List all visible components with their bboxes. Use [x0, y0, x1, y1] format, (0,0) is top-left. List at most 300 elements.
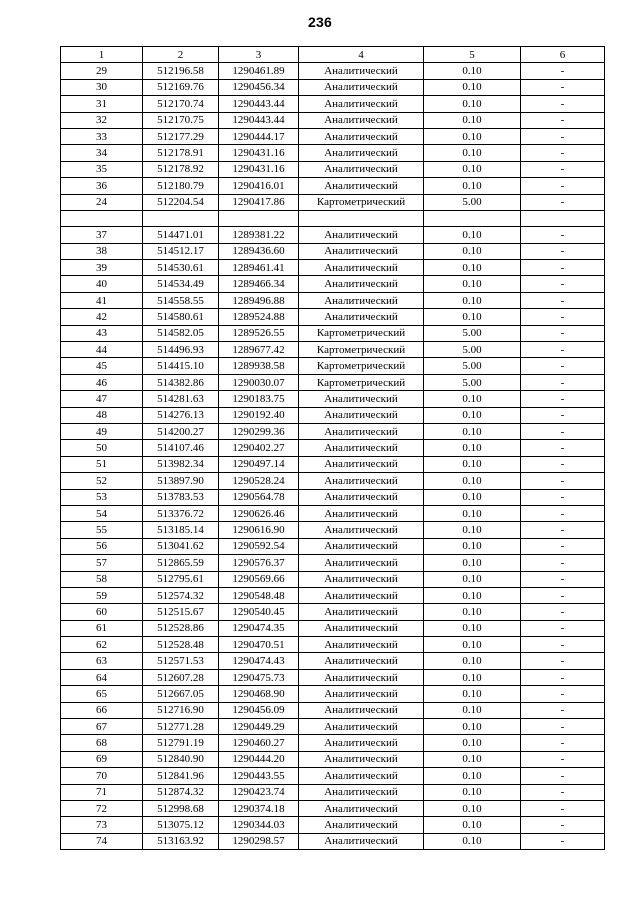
cell-y: 1290298.57 — [219, 833, 299, 849]
cell-y — [219, 210, 299, 226]
table-row — [61, 768, 605, 784]
cell-notes: - — [521, 571, 605, 587]
table-row — [61, 440, 605, 456]
cell-x: 514534.49 — [143, 276, 219, 292]
cell-accuracy: 0.10 — [424, 719, 521, 735]
cell-y: 1289381.22 — [219, 227, 299, 243]
cell-method: Аналитический — [299, 505, 424, 521]
cell-y: 1289938.58 — [219, 358, 299, 374]
cell-x: 512667.05 — [143, 686, 219, 702]
cell-y: 1290460.27 — [219, 735, 299, 751]
cell-notes: - — [521, 735, 605, 751]
table-row — [61, 587, 605, 603]
cell-y: 1290416.01 — [219, 178, 299, 194]
cell-method: Картометрический — [299, 194, 424, 210]
table-row — [61, 735, 605, 751]
cell-x: 514200.27 — [143, 423, 219, 439]
cell-method: Аналитический — [299, 96, 424, 112]
cell-method: Аналитический — [299, 833, 424, 849]
cell-method: Картометрический — [299, 358, 424, 374]
table-row — [61, 358, 605, 374]
cell-method: Аналитический — [299, 243, 424, 259]
cell-accuracy: 0.10 — [424, 489, 521, 505]
cell-accuracy: 5.00 — [424, 325, 521, 341]
cell-point-number: 53 — [61, 489, 143, 505]
cell-method: Аналитический — [299, 800, 424, 816]
cell-accuracy: 0.10 — [424, 96, 521, 112]
cell-point-number: 33 — [61, 128, 143, 144]
page-number: 236 — [308, 14, 332, 30]
cell-y: 1290183.75 — [219, 391, 299, 407]
cell-x: 512791.19 — [143, 735, 219, 751]
cell-point-number: 62 — [61, 637, 143, 653]
cell-method: Аналитический — [299, 702, 424, 718]
cell-notes: - — [521, 227, 605, 243]
cell-accuracy: 0.10 — [424, 637, 521, 653]
cell-point-number: 58 — [61, 571, 143, 587]
table-row — [61, 227, 605, 243]
cell-point-number: 49 — [61, 423, 143, 439]
cell-point-number: 36 — [61, 178, 143, 194]
cell-point-number: 44 — [61, 342, 143, 358]
table-row — [61, 309, 605, 325]
cell-y: 1290626.46 — [219, 505, 299, 521]
cell-accuracy: 0.10 — [424, 800, 521, 816]
cell-point-number: 56 — [61, 538, 143, 554]
table-row — [61, 79, 605, 95]
table-row — [61, 473, 605, 489]
cell-method: Аналитический — [299, 145, 424, 161]
cell-notes — [521, 210, 605, 226]
column-header-accuracy: 5 — [424, 47, 521, 63]
cell-point-number: 31 — [61, 96, 143, 112]
cell-accuracy: 0.10 — [424, 178, 521, 194]
cell-method: Аналитический — [299, 620, 424, 636]
cell-accuracy: 0.10 — [424, 473, 521, 489]
cell-y: 1290528.24 — [219, 473, 299, 489]
cell-notes: - — [521, 325, 605, 341]
cell-point-number: 59 — [61, 587, 143, 603]
cell-y: 1290192.40 — [219, 407, 299, 423]
cell-x: 512204.54 — [143, 194, 219, 210]
cell-accuracy: 0.10 — [424, 407, 521, 423]
cell-accuracy: 5.00 — [424, 374, 521, 390]
cell-method: Аналитический — [299, 538, 424, 554]
cell-notes: - — [521, 407, 605, 423]
cell-y: 1289436.60 — [219, 243, 299, 259]
cell-x: 514281.63 — [143, 391, 219, 407]
table-row — [61, 637, 605, 653]
table-row — [61, 128, 605, 144]
cell-point-number: 32 — [61, 112, 143, 128]
cell-accuracy: 0.10 — [424, 112, 521, 128]
cell-accuracy: 0.10 — [424, 456, 521, 472]
cell-method: Аналитический — [299, 751, 424, 767]
cell-notes: - — [521, 161, 605, 177]
cell-point-number: 39 — [61, 260, 143, 276]
cell-x: 512716.90 — [143, 702, 219, 718]
cell-accuracy: 0.10 — [424, 260, 521, 276]
cell-point-number: 57 — [61, 555, 143, 571]
column-header-notes: 6 — [521, 47, 605, 63]
cell-x: 513075.12 — [143, 817, 219, 833]
cell-notes: - — [521, 587, 605, 603]
table-row — [61, 571, 605, 587]
cell-accuracy: 0.10 — [424, 63, 521, 79]
cell-notes: - — [521, 358, 605, 374]
cell-accuracy: 5.00 — [424, 194, 521, 210]
cell-point-number: 40 — [61, 276, 143, 292]
cell-x: 512180.79 — [143, 178, 219, 194]
cell-notes: - — [521, 817, 605, 833]
cell-notes: - — [521, 374, 605, 390]
cell-point-number: 69 — [61, 751, 143, 767]
cell-x: 514471.01 — [143, 227, 219, 243]
table-row — [61, 292, 605, 308]
cell-point-number: 70 — [61, 768, 143, 784]
cell-accuracy: 0.10 — [424, 768, 521, 784]
cell-notes: - — [521, 423, 605, 439]
table-row — [61, 391, 605, 407]
cell-x: 512574.32 — [143, 587, 219, 603]
cell-notes: - — [521, 342, 605, 358]
cell-method: Аналитический — [299, 456, 424, 472]
cell-accuracy: 0.10 — [424, 604, 521, 620]
cell-point-number: 54 — [61, 505, 143, 521]
cell-y: 1290456.34 — [219, 79, 299, 95]
table-row — [61, 325, 605, 341]
cell-notes: - — [521, 63, 605, 79]
cell-point-number: 66 — [61, 702, 143, 718]
cell-notes: - — [521, 702, 605, 718]
cell-method: Аналитический — [299, 112, 424, 128]
cell-y: 1290344.03 — [219, 817, 299, 833]
cell-point-number: 30 — [61, 79, 143, 95]
cell-accuracy: 0.10 — [424, 309, 521, 325]
cell-point-number: 64 — [61, 669, 143, 685]
cell-notes: - — [521, 800, 605, 816]
table-row — [61, 96, 605, 112]
cell-notes: - — [521, 505, 605, 521]
cell-x: 513376.72 — [143, 505, 219, 521]
cell-x: 513185.14 — [143, 522, 219, 538]
cell-accuracy — [424, 210, 521, 226]
cell-point-number: 55 — [61, 522, 143, 538]
cell-x: 514276.13 — [143, 407, 219, 423]
cell-x: 512177.29 — [143, 128, 219, 144]
table-row — [61, 686, 605, 702]
cell-accuracy: 0.10 — [424, 538, 521, 554]
table-row — [61, 555, 605, 571]
table-row — [61, 112, 605, 128]
cell-method: Картометрический — [299, 342, 424, 358]
cell-accuracy: 0.10 — [424, 505, 521, 521]
cell-x: 514107.46 — [143, 440, 219, 456]
cell-accuracy: 0.10 — [424, 79, 521, 95]
cell-y: 1289677.42 — [219, 342, 299, 358]
cell-method: Аналитический — [299, 473, 424, 489]
cell-point-number: 60 — [61, 604, 143, 620]
table-row — [61, 276, 605, 292]
cell-method: Аналитический — [299, 407, 424, 423]
cell-accuracy: 0.10 — [424, 161, 521, 177]
table-row — [61, 653, 605, 669]
cell-notes: - — [521, 194, 605, 210]
cell-point-number: 61 — [61, 620, 143, 636]
cell-x: 513163.92 — [143, 833, 219, 849]
cell-point-number: 24 — [61, 194, 143, 210]
cell-method: Аналитический — [299, 669, 424, 685]
cell-y: 1290592.54 — [219, 538, 299, 554]
cell-accuracy: 0.10 — [424, 686, 521, 702]
cell-point-number: 68 — [61, 735, 143, 751]
cell-x: 514415.10 — [143, 358, 219, 374]
cell-x: 512840.90 — [143, 751, 219, 767]
cell-notes: - — [521, 768, 605, 784]
cell-notes: - — [521, 178, 605, 194]
cell-point-number: 73 — [61, 817, 143, 833]
cell-method: Аналитический — [299, 440, 424, 456]
cell-y: 1290443.44 — [219, 96, 299, 112]
cell-x: 512528.86 — [143, 620, 219, 636]
cell-accuracy: 5.00 — [424, 342, 521, 358]
cell-point-number: 29 — [61, 63, 143, 79]
cell-x: 513783.53 — [143, 489, 219, 505]
cell-x: 512607.28 — [143, 669, 219, 685]
cell-x: 512771.28 — [143, 719, 219, 735]
cell-x: 514382.86 — [143, 374, 219, 390]
cell-notes: - — [521, 784, 605, 800]
table-row — [61, 260, 605, 276]
cell-x: 512795.61 — [143, 571, 219, 587]
cell-point-number: 48 — [61, 407, 143, 423]
cell-point-number: 41 — [61, 292, 143, 308]
cell-point-number: 45 — [61, 358, 143, 374]
cell-point-number: 74 — [61, 833, 143, 849]
table-row — [61, 669, 605, 685]
cell-y: 1290299.36 — [219, 423, 299, 439]
cell-accuracy: 0.10 — [424, 423, 521, 439]
cell-x: 512865.59 — [143, 555, 219, 571]
table-row — [61, 522, 605, 538]
cell-x: 514530.61 — [143, 260, 219, 276]
cell-point-number: 52 — [61, 473, 143, 489]
cell-accuracy: 0.10 — [424, 243, 521, 259]
cell-method: Аналитический — [299, 161, 424, 177]
cell-notes: - — [521, 243, 605, 259]
cell-y: 1290431.16 — [219, 145, 299, 161]
cell-method: Аналитический — [299, 817, 424, 833]
cell-point-number: 37 — [61, 227, 143, 243]
cell-notes: - — [521, 538, 605, 554]
cell-y: 1290468.90 — [219, 686, 299, 702]
table-header-row — [61, 47, 605, 63]
cell-x — [143, 210, 219, 226]
table-row — [61, 210, 605, 226]
table-row — [61, 800, 605, 816]
cell-point-number: 51 — [61, 456, 143, 472]
cell-notes: - — [521, 276, 605, 292]
cell-notes: - — [521, 260, 605, 276]
cell-accuracy: 0.10 — [424, 391, 521, 407]
cell-y: 1289496.88 — [219, 292, 299, 308]
cell-y: 1290030.07 — [219, 374, 299, 390]
cell-method: Аналитический — [299, 571, 424, 587]
column-header-point-number: 1 — [61, 47, 143, 63]
table-row — [61, 538, 605, 554]
cell-accuracy: 0.10 — [424, 784, 521, 800]
cell-y: 1290475.73 — [219, 669, 299, 685]
cell-notes: - — [521, 604, 605, 620]
cell-y: 1290449.29 — [219, 719, 299, 735]
cell-method: Аналитический — [299, 522, 424, 538]
cell-method: Аналитический — [299, 276, 424, 292]
cell-method: Аналитический — [299, 587, 424, 603]
cell-y: 1290423.74 — [219, 784, 299, 800]
cell-x: 512169.76 — [143, 79, 219, 95]
table-row — [61, 161, 605, 177]
cell-point-number: 43 — [61, 325, 143, 341]
cell-notes: - — [521, 522, 605, 538]
cell-y: 1290497.14 — [219, 456, 299, 472]
cell-y: 1290470.51 — [219, 637, 299, 653]
table-row — [61, 194, 605, 210]
cell-point-number: 67 — [61, 719, 143, 735]
table-row — [61, 817, 605, 833]
cell-point-number: 47 — [61, 391, 143, 407]
cell-y: 1289466.34 — [219, 276, 299, 292]
column-header-y: 3 — [219, 47, 299, 63]
cell-x: 513897.90 — [143, 473, 219, 489]
cell-notes: - — [521, 489, 605, 505]
cell-x: 512571.53 — [143, 653, 219, 669]
cell-method: Аналитический — [299, 686, 424, 702]
cell-x: 514512.17 — [143, 243, 219, 259]
cell-accuracy: 0.10 — [424, 128, 521, 144]
cell-accuracy: 0.10 — [424, 276, 521, 292]
cell-x: 513982.34 — [143, 456, 219, 472]
cell-x: 512170.74 — [143, 96, 219, 112]
cell-x: 514582.05 — [143, 325, 219, 341]
cell-accuracy: 0.10 — [424, 292, 521, 308]
cell-notes: - — [521, 391, 605, 407]
cell-method: Аналитический — [299, 555, 424, 571]
cell-x: 512998.68 — [143, 800, 219, 816]
cell-method: Аналитический — [299, 292, 424, 308]
cell-method: Аналитический — [299, 719, 424, 735]
cell-x: 512178.91 — [143, 145, 219, 161]
cell-y: 1290443.55 — [219, 768, 299, 784]
cell-accuracy: 0.10 — [424, 555, 521, 571]
cell-y: 1290444.17 — [219, 128, 299, 144]
cell-notes: - — [521, 653, 605, 669]
cell-y: 1290474.35 — [219, 620, 299, 636]
table-row — [61, 505, 605, 521]
table-row — [61, 456, 605, 472]
cell-accuracy: 0.10 — [424, 702, 521, 718]
cell-method — [299, 210, 424, 226]
cell-notes: - — [521, 309, 605, 325]
cell-y: 1290616.90 — [219, 522, 299, 538]
cell-method: Аналитический — [299, 260, 424, 276]
cell-x: 512178.92 — [143, 161, 219, 177]
cell-method: Аналитический — [299, 79, 424, 95]
cell-notes: - — [521, 686, 605, 702]
cell-notes: - — [521, 79, 605, 95]
cell-notes: - — [521, 440, 605, 456]
cell-point-number: 65 — [61, 686, 143, 702]
cell-point-number: 63 — [61, 653, 143, 669]
cell-point-number: 38 — [61, 243, 143, 259]
cell-y: 1290540.45 — [219, 604, 299, 620]
table-row — [61, 423, 605, 439]
cell-point-number: 35 — [61, 161, 143, 177]
cell-notes: - — [521, 292, 605, 308]
cell-method: Аналитический — [299, 604, 424, 620]
cell-method: Аналитический — [299, 391, 424, 407]
table-row — [61, 784, 605, 800]
cell-accuracy: 0.10 — [424, 440, 521, 456]
cell-accuracy: 0.10 — [424, 669, 521, 685]
cell-method: Аналитический — [299, 768, 424, 784]
cell-point-number: 50 — [61, 440, 143, 456]
cell-y: 1290564.78 — [219, 489, 299, 505]
cell-accuracy: 0.10 — [424, 227, 521, 243]
cell-y: 1290456.09 — [219, 702, 299, 718]
cell-method: Аналитический — [299, 637, 424, 653]
cell-notes: - — [521, 669, 605, 685]
table-row — [61, 702, 605, 718]
cell-x: 514558.55 — [143, 292, 219, 308]
cell-y: 1290461.89 — [219, 63, 299, 79]
cell-notes: - — [521, 833, 605, 849]
table-row — [61, 489, 605, 505]
column-header-x: 2 — [143, 47, 219, 63]
cell-x: 512196.58 — [143, 63, 219, 79]
cell-accuracy: 0.10 — [424, 653, 521, 669]
cell-point-number: 46 — [61, 374, 143, 390]
cell-method: Аналитический — [299, 309, 424, 325]
cell-y: 1290402.27 — [219, 440, 299, 456]
cell-y: 1290569.66 — [219, 571, 299, 587]
cell-notes: - — [521, 555, 605, 571]
table-row — [61, 620, 605, 636]
table-row — [61, 833, 605, 849]
cell-accuracy: 0.10 — [424, 817, 521, 833]
cell-y: 1289461.41 — [219, 260, 299, 276]
cell-y: 1290417.86 — [219, 194, 299, 210]
table-row — [61, 407, 605, 423]
cell-x: 512841.96 — [143, 768, 219, 784]
cell-y: 1290548.48 — [219, 587, 299, 603]
cell-notes: - — [521, 96, 605, 112]
cell-notes: - — [521, 637, 605, 653]
table-row — [61, 342, 605, 358]
cell-accuracy: 0.10 — [424, 833, 521, 849]
cell-notes: - — [521, 128, 605, 144]
cell-point-number: 42 — [61, 309, 143, 325]
cell-method: Аналитический — [299, 128, 424, 144]
cell-method: Аналитический — [299, 784, 424, 800]
cell-accuracy: 5.00 — [424, 358, 521, 374]
cell-x: 512170.75 — [143, 112, 219, 128]
cell-notes: - — [521, 112, 605, 128]
cell-method: Картометрический — [299, 325, 424, 341]
cell-y: 1290576.37 — [219, 555, 299, 571]
cell-method: Картометрический — [299, 374, 424, 390]
cell-accuracy: 0.10 — [424, 571, 521, 587]
table-row — [61, 719, 605, 735]
